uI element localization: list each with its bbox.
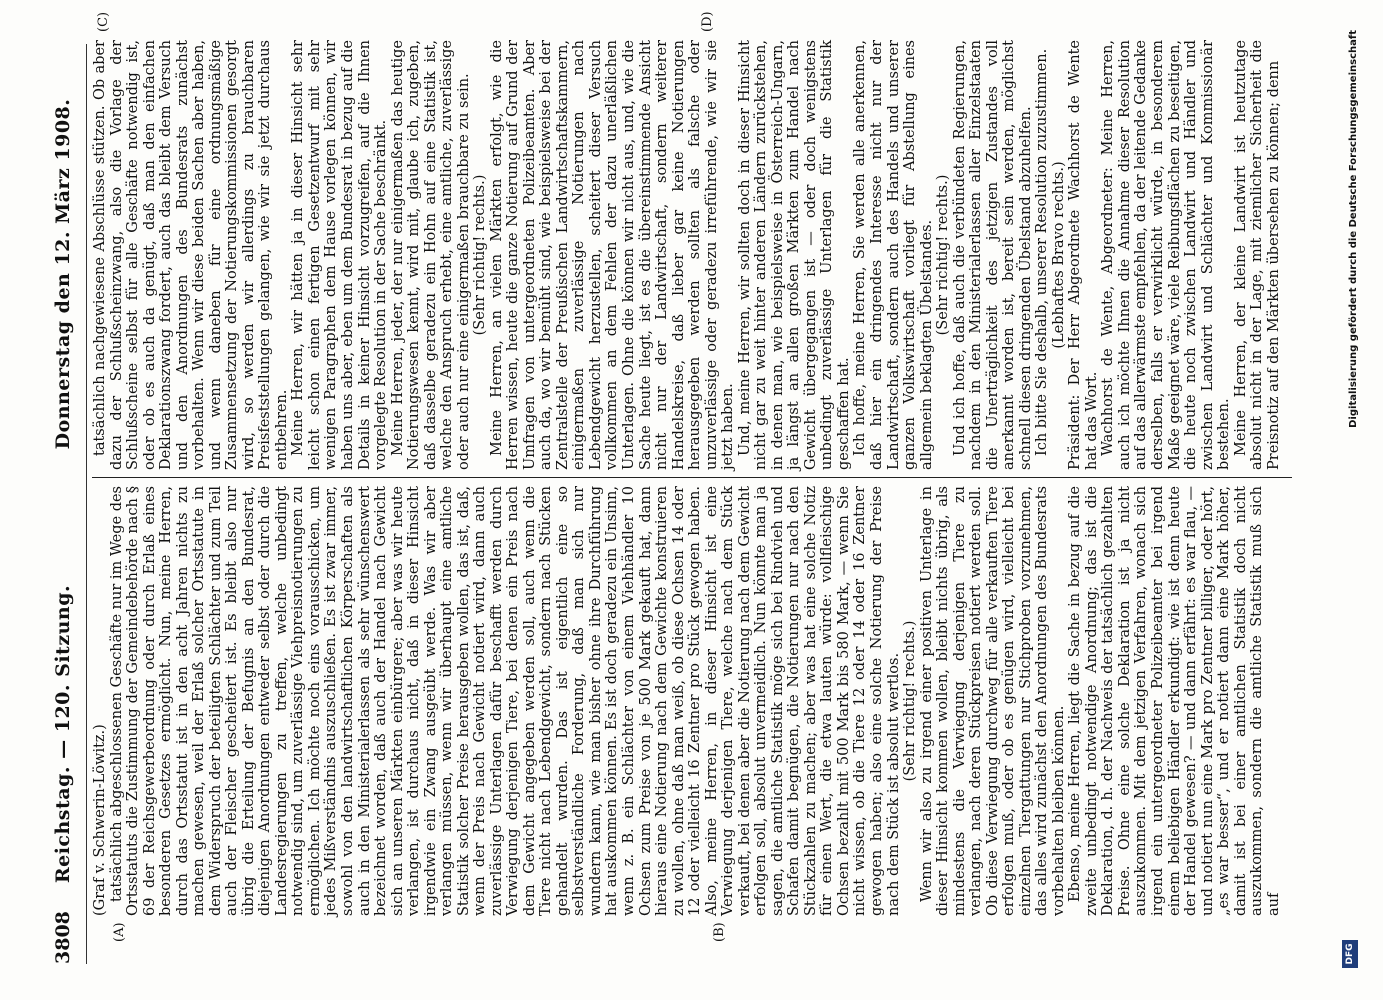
left-column — [92, 486, 1312, 916]
column-divider — [92, 477, 1292, 478]
right-paragraph-8: Ich bitte Sie deshalb, unserer Resolution zuzustimmen. — [1034, 48, 1051, 456]
margin-marker-c: (C) — [96, 11, 111, 32]
margin-marker-d: (D) — [700, 11, 715, 32]
page-number: 3808 — [52, 911, 74, 964]
page-header — [52, 44, 82, 964]
left-paragraph-2: Wenn wir also zu irgend einer positiven Unterlage in dieser Hinsicht kommen wollen, bleibt nichts übrig, als mindestens die Verwiegung derjenigen Tiere zu verlangen, nach deren Stückpreisen notiert werden soll. Ob diese Verwiegung durchweg für alle verkauften Tiere erfolgen muß, oder ob es genügen wird, vielleicht bei einzelnen Tiergattungen nur Stichproben vorzunehmen, das alles wird zunächst den Anordnungen des Bundesrats vorbehalten bleiben können. — [918, 486, 1067, 916]
page-footer — [1340, 0, 1380, 1000]
right-column — [92, 40, 1312, 470]
right-paragraph-6: Ich hoffe, meine Herren, Sie werden alle anerkennen, daß hier ein dringendes Interesse nicht nur der Landwirtschaft, sondern auch des Handels und unserer ganzen Volkswirtschaft vorliegt für Abstellung eines allgemein beklagten Übelstandes. — [852, 40, 935, 470]
right-paragraph-1: tatsächlich nachgewiesene Abschlüsse stützen. Ob aber dazu der Schlußscheinzwang, also die Vorlage der Schlußscheine selbst für alle Geschäfte notwendig ist, oder ob es auch da genügt, daß man den einfachen Deklarationszwang fordert, auch das bleibt dem Versuch und den Anordnungen des Bundesrats zunächst vorbehalten. Wenn wir diese beiden Sachen aber haben, und wenn daneben für eine ordnungsmäßige Zusammensetzung der Notierungskommissionen gesorgt wird, so werden wir allerdings zu brauchbaren Preisfeststellungen gelangen, wie wir sie jetzt durchaus entbehren. — [92, 40, 290, 470]
right-interjection-1: (Sehr richtig! rechts.) — [472, 174, 489, 336]
digitization-note: Digitalisierung gefördert durch die Deutsche Forschungsgemeinschaft — [1348, 30, 1359, 428]
header-title-right: Donnerstag den 12. März 1908. — [52, 98, 74, 450]
header-rule — [86, 44, 87, 964]
president-statement: Präsident: Der Herr Abgeordnete Wachhorst de Wente hat das Wort. — [1067, 40, 1100, 470]
right-interjection-3: (Lebhaftes Bravo rechts.) — [1050, 161, 1067, 349]
right-paragraph-3: Meine Herren, jeder, der nur einigermaßen das heutige Notierungswesen kennt, wird mit, glaube ich, zugeben, daß dasselbe geradezu ein Hohn auf eine Statistik ist, welche den Anspruch erhebt, eine amtliche, zuverlässige oder auch nur eine einigermaßen brauchbare zu sein. — [389, 40, 472, 470]
left-interjection-1: (Sehr richtig! rechts.) — [902, 620, 919, 782]
dfg-logo: DFG — [1342, 940, 1358, 968]
left-paragraph-3: Ebenso, meine Herren, liegt die Sache in bezug auf die zweite unbedingt notwendige Anordnung; das ist die Deklaration, d. h. der Nachweis der tatsächlich gezahlten Preise. Ohne eine solche Deklaration ist ja nicht auszukommen. Mit dem jetzigen Verfahren, wonach sich irgend ein untergeordneter Polizeibeamter bei irgend einem beliebigen Händler erkundigt: wie ist denn heute der Handel gewesen? — und dann erfährt: es war flau, — und notiert nun eine Mark pro Zentner billiger, oder hört, „es war besser“, und er notiert dann eine Mark höher, damit ist bei einer amtlichen Statistik doch nicht auszukommen, sondern die amtliche Statistik muß sich auf — [1067, 486, 1282, 916]
right-paragraph-2: Meine Herren, wir hätten ja in dieser Hinsicht sehr leicht schon einen fertigen Gesetzentwurf mit sehr wenigen Paragraphen dem Hause vorlegen können, wir haben uns aber, eben um dem Bundesrat in bezug auf die Details in keiner Hinsicht vorzugreifen, auf die Ihnen vorgelegte Resolution in der Sache beschränkt. — [290, 40, 390, 470]
right-paragraph-9: Meine Herren, der kleine Landwirt ist heutzutage absolut nicht in der Lage, mit ziemlicher Sicherheit die Preisnotiz auf den Märkten übersehen zu können; denn — [1232, 40, 1282, 470]
right-paragraph-7: Und ich hoffe, daß auch die verbündeten Regierungen, nachdem in den Ministerialerlassen aller Einzelstaaten die Unerträglichkeit des jetzigen Zustandes voll anerkannt worden ist, bereit sein werden, möglichst schnell diesen dringenden Übelstand abzuhelfen. — [951, 40, 1034, 470]
speaker-wachhorst-paragraph: Wachhorst de Wente, Abgeordneter: Meine Herren, auch ich möchte Ihnen die Annahme dieser Resolution auf das allerwärmste empfehlen, da der leitende Gedanke derselben, falls er verwirklicht würde, in besonderem Maße geeignet wäre, viele Reibungsflächen zu beseitigen, die heute noch zwischen Landwirt und Händler und zwischen Landwirt und Schlächter und Kommissionär bestehen. — [1100, 40, 1233, 470]
left-paragraph-1: tatsächlich abgeschlossenen Geschäfte nur im Wege des Ortsstatuts die Zustimmung der Gemeindebehörde nach § 69 der Reichsgewerbeordnung oder durch Erlaß eines besonderen Gesetzes ermöglicht. Nun, meine Herren, durch das Ortsstatut ist in den acht Jahren nichts zu machen gewesen, weil der Erlaß solcher Ortsstatute in dem Widerspruch der beteiligten Schlächter und zum Teil auch der Fleischer gescheitert ist. Es bleibt also nur übrig die Erteilung der Befugnis an den Bundesrat, diejenigen Anordnungen entweder selbst oder durch die Landesregierungen zu treffen, welche unbedingt notwendig sind, um zuverlässige Viehpreisnotierungen zu ermöglichen. Ich möchte noch eins vorausschicken, um jedes Mißverständnis auszuschließen. Es ist zwar immer, sowohl von den landwirtschaftlichen Körperschaften als auch in den Ministerialerlassen als sehr wünschenswert bezeichnet worden, daß auch der Handel nach Gewicht sich an unseren Märkten einbürgere; aber was wir heute verlangen, ist durchaus nicht, daß in dieser Hinsicht irgendwie ein Zwang ausgeübt werde. Was wir aber verlangen müssen, wenn wir überhaupt eine amtliche Statistik solcher Preise herausgeben wollen, das ist, daß, wenn der Preis nach Gewicht notiert wird, dann auch zuverlässige Unterlagen dafür beschafft werden durch Verwiegung derjenigen Tiere, bei denen ein Preis nach dem Gewicht angegeben werden soll, auch wenn die Tiere nicht nach Lebendgewicht, sondern nach Stücken gehandelt wurden. Das ist eigentlich eine so selbstverständliche Forderung, daß man sich nur wundern kann, wie man bisher ohne ihre Durchführung hat auskommen können. Es ist doch geradezu ein Unsinn, wenn z. B. ein Schlächter von einem Viehhändler 10 Ochsen zum Preise von je 500 Mark gekauft hat, dann hieraus eine Notierung nach dem Gewichte konstruieren zu wollen, ohne daß man weiß, ob diese Ochsen 14 oder 12 oder vielleicht 16 Zentner pro Stück gewogen haben. Also, meine Herren, in dieser Hinsicht ist eine Verwiegung derjenigen Tiere, welche nach dem Stück verkauft, bei denen aber die Notierung nach dem Gewicht erfolgen soll, absolut unvermeidlich. Nun könnte man ja sagen, die amtliche Statistik möge sich bei Rindvieh und Schafen damit begnügen, die Notierungen nur nach den Stückzahlen zu machen; aber was hat eine solche Notiz für einen Wert, die etwa lauten würde: vollfleischige Ochsen bezahlt mit 500 Mark bis 580 Mark, — wenn Sie nicht wissen, ob die Tiere 12 oder 14 oder 16 Zentner gewogen haben; also eine solche Notierung der Preise nach dem Stück ist absolut wertlos. — [108, 486, 902, 916]
speaker-tag: (Graf v. Schwerin-Löwitz.) — [92, 724, 108, 916]
right-paragraph-5: Und, meine Herren, wir sollten doch in dieser Hinsicht nicht gar zu weit hinter anderen Ländern zurückstehen, in denen man, wie beispielsweise in Österreich-Ungarn, ja längst an allen großen Märkten zum Handel nach Gewicht übergegangen ist — oder doch wenigstens unbedingt zuverlässige Unterlagen für die Statistik geschaffen hat. — [736, 40, 852, 470]
header-title-left: Reichstag. — 120. Sitzung. — [52, 584, 74, 884]
margin-marker-b: (B) — [712, 922, 727, 942]
right-interjection-2: (Sehr richtig! rechts.) — [935, 174, 952, 336]
right-paragraph-4: Meine Herren, an vielen Märkten erfolgt, wie die Herren wissen, heute die ganze Notierung auf Grund der Umfragen von untergeordneten Polizeibeamten. Aber auch da, wo wir bemüht sind, wie beispielsweise bei der Zentralstelle der Preußischen Landwirtschaftskammern, einigermaßen zuverlässige Notierungen nach Lebendgewicht herzustellen, scheitert dieser Versuch vollkommen an dem Fehlen der dazu unerläßlichen Unterlagen. Ohne die können wir nicht aus, und, wie die Sache heute liegt, ist es die übereinstimmende Ansicht nicht nur der Landwirtschaft, sondern weiterer Handelskreise, daß lieber gar keine Notierungen herausgegeben werden sollten als falsche oder unzuverlässige oder geradezu irreführende, wie wir sie jetzt haben. — [488, 40, 737, 470]
margin-marker-a: (A) — [112, 922, 127, 942]
